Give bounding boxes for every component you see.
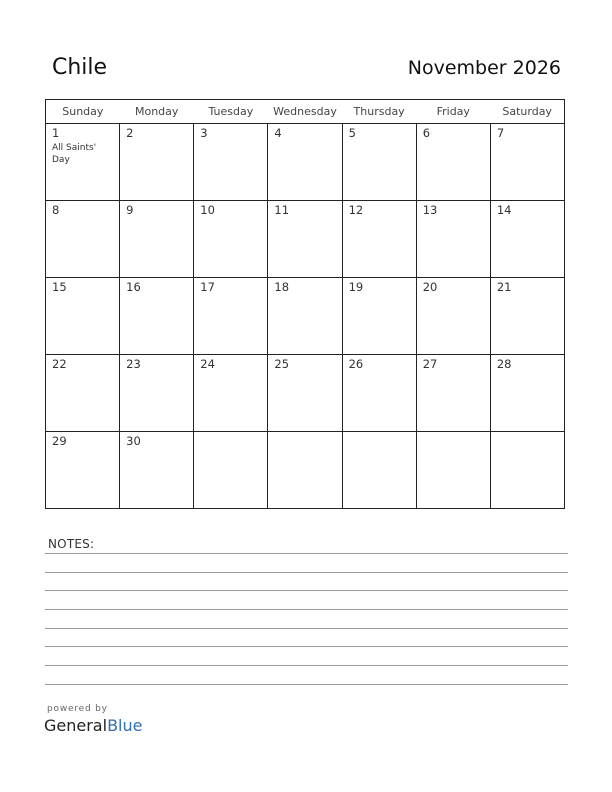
day-number: 27 bbox=[422, 357, 438, 371]
note-line bbox=[45, 590, 568, 591]
day-cell bbox=[342, 355, 416, 432]
day-number: 19 bbox=[348, 280, 364, 294]
day-cell bbox=[268, 124, 342, 201]
note-line bbox=[45, 665, 568, 666]
day-cell-empty bbox=[490, 432, 564, 509]
week-row bbox=[46, 355, 565, 432]
day-cell bbox=[46, 201, 120, 278]
day-cell bbox=[416, 201, 490, 278]
day-number: 7 bbox=[496, 126, 505, 140]
day-cell bbox=[490, 278, 564, 355]
day-cell bbox=[194, 124, 268, 201]
day-cell-empty bbox=[416, 432, 490, 509]
day-cell bbox=[268, 278, 342, 355]
day-cell bbox=[194, 278, 268, 355]
day-number: 16 bbox=[126, 280, 141, 294]
day-cell bbox=[342, 201, 416, 278]
day-cell bbox=[194, 355, 268, 432]
day-cell bbox=[490, 355, 564, 432]
day-cell bbox=[46, 432, 120, 509]
day-cell bbox=[416, 355, 490, 432]
day-number: 18 bbox=[274, 280, 290, 294]
day-cell bbox=[490, 201, 564, 278]
weekday-tuesday: Tuesday bbox=[194, 100, 268, 124]
day-number: 15 bbox=[52, 280, 67, 294]
day-number: 9 bbox=[126, 203, 134, 217]
day-number: 24 bbox=[200, 357, 215, 371]
brand-general: General bbox=[44, 716, 108, 735]
day-cell bbox=[120, 355, 194, 432]
note-line bbox=[45, 628, 568, 629]
week-row bbox=[46, 124, 565, 201]
day-cell bbox=[46, 124, 120, 201]
brand-blue: Blue bbox=[107, 716, 143, 735]
day-number: 4 bbox=[274, 126, 282, 140]
holiday-label: All Saints' Day bbox=[52, 143, 97, 165]
day-number: 20 bbox=[422, 280, 438, 294]
note-line bbox=[45, 684, 568, 685]
day-cell bbox=[416, 124, 490, 201]
day-number: 10 bbox=[200, 203, 215, 217]
day-number: 5 bbox=[348, 126, 356, 140]
day-number: 21 bbox=[496, 280, 512, 294]
day-cell bbox=[120, 278, 194, 355]
weekday-saturday: Saturday bbox=[490, 100, 564, 124]
week-row bbox=[46, 201, 565, 278]
day-cell bbox=[120, 201, 194, 278]
day-number: 1 bbox=[52, 126, 60, 140]
day-number: 6 bbox=[422, 126, 431, 140]
note-line bbox=[45, 553, 568, 554]
day-cell bbox=[120, 432, 194, 509]
day-number: 14 bbox=[496, 203, 512, 217]
day-number: 26 bbox=[348, 357, 364, 371]
day-number: 23 bbox=[126, 357, 141, 371]
weekday-header-row bbox=[46, 100, 565, 124]
day-number: 8 bbox=[52, 203, 60, 217]
weekday-thursday: Thursday bbox=[342, 100, 416, 124]
day-cell bbox=[46, 355, 120, 432]
day-number: 2 bbox=[126, 126, 134, 140]
month-title: November 2026 bbox=[407, 57, 561, 79]
day-number: 17 bbox=[200, 280, 215, 294]
notes-label: NOTES: bbox=[48, 537, 95, 551]
day-cell bbox=[194, 201, 268, 278]
weekday-friday: Friday bbox=[416, 100, 490, 124]
day-number: 11 bbox=[274, 203, 290, 217]
day-cell bbox=[120, 124, 194, 201]
day-cell bbox=[342, 124, 416, 201]
day-number: 22 bbox=[52, 357, 67, 371]
powered-by-text: powered by bbox=[47, 704, 108, 714]
day-cell bbox=[342, 278, 416, 355]
weekday-wednesday: Wednesday bbox=[268, 100, 342, 124]
day-number: 25 bbox=[274, 357, 290, 371]
day-cell bbox=[416, 278, 490, 355]
weekday-monday: Monday bbox=[120, 100, 194, 124]
day-number: 30 bbox=[126, 434, 141, 448]
day-cell bbox=[268, 355, 342, 432]
generalblue-logo[interactable] bbox=[44, 716, 142, 735]
week-row bbox=[46, 432, 565, 509]
day-number: 29 bbox=[52, 434, 67, 448]
day-number: 12 bbox=[348, 203, 364, 217]
day-number: 28 bbox=[496, 357, 512, 371]
calendar-grid bbox=[45, 99, 565, 509]
note-line bbox=[45, 646, 568, 647]
day-cell bbox=[268, 201, 342, 278]
note-line bbox=[45, 572, 568, 573]
day-number: 13 bbox=[422, 203, 438, 217]
day-number: 3 bbox=[200, 126, 208, 140]
week-row bbox=[46, 278, 565, 355]
day-cell bbox=[46, 278, 120, 355]
day-cell-empty bbox=[194, 432, 268, 509]
day-cell-empty bbox=[268, 432, 342, 509]
day-cell-empty bbox=[342, 432, 416, 509]
weekday-sunday: Sunday bbox=[46, 100, 120, 124]
country-title: Chile bbox=[52, 55, 108, 80]
note-line bbox=[45, 609, 568, 610]
day-cell bbox=[490, 124, 564, 201]
